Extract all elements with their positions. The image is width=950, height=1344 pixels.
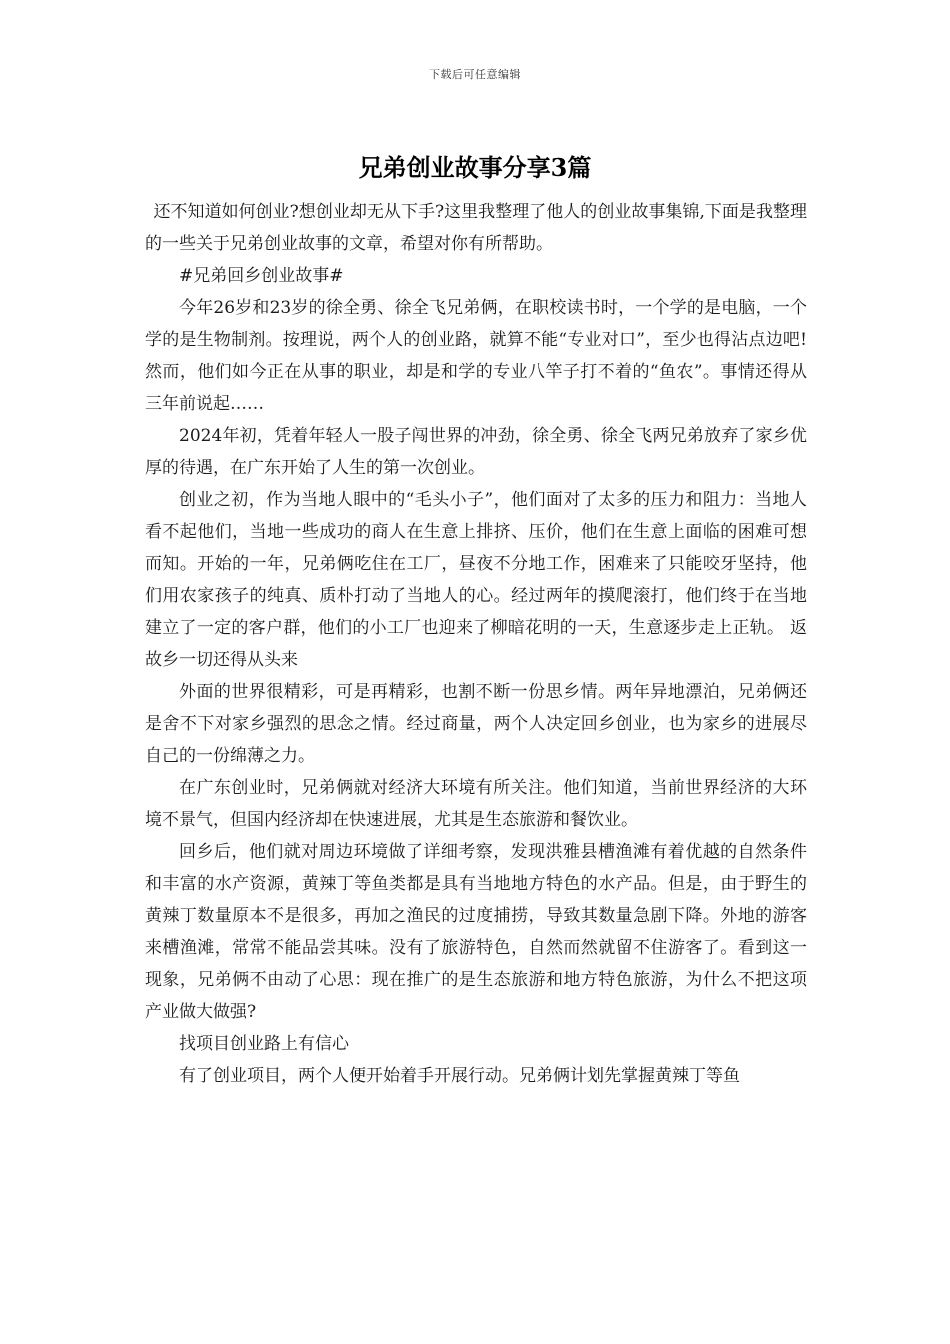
body-paragraph: 在广东创业时，兄弟俩就对经济大环境有所关注。他们知道，当前世界经济的大环境不景气，但国内经济却在快速进展，尤其是生态旅游和餐饮业。 [145,778,807,830]
header-note: 下载后可任意编辑 [429,68,521,81]
body-paragraph: 创业之初，作为当地人眼中的“毛头小子”，他们面对了太多的压力和阻力：当地人看不起他们，当地一些成功的商人在生意上排挤、压价，他们在生意上面临的困难可想而知。开始的一年，兄弟俩吃住在工厂，昼夜不分地工作，困难来了只能咬牙坚持，他们用农家孩子的纯真、质朴打动了当地人的心。经过两年的摸爬滚打，他们终于在当地建立了一定的客户群，他们的小工厂也迎来了柳暗花明的一天，生意逐步走上正轨。 返故乡一切还得从头来 [145,490,807,670]
section-heading: #兄弟回乡创业故事# [179,266,344,286]
body-paragraph: 今年26岁和23岁的徐全勇、徐全飞兄弟俩，在职校读书时，一个学的是电脑，一个学的是生物制剂。按理说，两个人的创业路，就算不能“专业对口”，至少也得沾点边吧!然而，他们如今正在从事的职业，却是和学的专业八竿子打不着的“鱼农”。事情还得从三年前说起…… [145,298,807,414]
body-paragraph: 有了创业项目，两个人便开始着手开展行动。兄弟俩计划先掌握黄辣丁等鱼 [179,1066,740,1086]
body-paragraph: 2024年初，凭着年轻人一股子闯世界的冲劲，徐全勇、徐全飞两兄弟放弃了家乡优厚的待遇，在广东开始了人生的第一次创业。 [145,426,807,478]
body-paragraph: 回乡后，他们就对周边环境做了详细考察，发现洪雅县槽渔滩有着优越的自然条件和丰富的水产资源，黄辣丁等鱼类都是具有当地地方特色的水产品。但是，由于野生的 黄辣丁数量原本不是很多，再加之渔民的过度捕捞，导致其数量急剧下降。外地的游客来槽渔滩，常常不能品尝其味。没有了旅游特色，自然而然就留不住游客了。看到这一现象，兄弟俩不由动了心思：现在推广的是生态旅游和地方特色旅游，为什么不把这项产业做大做强? [145,842,807,1022]
document-body [145,196,807,1092]
document-title: 兄弟创业故事分享3篇 [358,153,592,182]
body-paragraph: 外面的世界很精彩，可是再精彩，也割不断一份思乡情。两年异地漂泊，兄弟俩还是舍不下对家乡强烈的思念之情。经过商量，两个人决定回乡创业，也为家乡的进展尽自己的一份绵薄之力。 [145,682,807,766]
intro-paragraph: 还不知道如何创业?想创业却无从下手?这里我整理了他人的创业故事集锦,下面是我整理的一些关于兄弟创业故事的文章，希望对你有所帮助。 [145,202,807,254]
section-heading: 找项目创业路上有信心 [179,1034,349,1054]
